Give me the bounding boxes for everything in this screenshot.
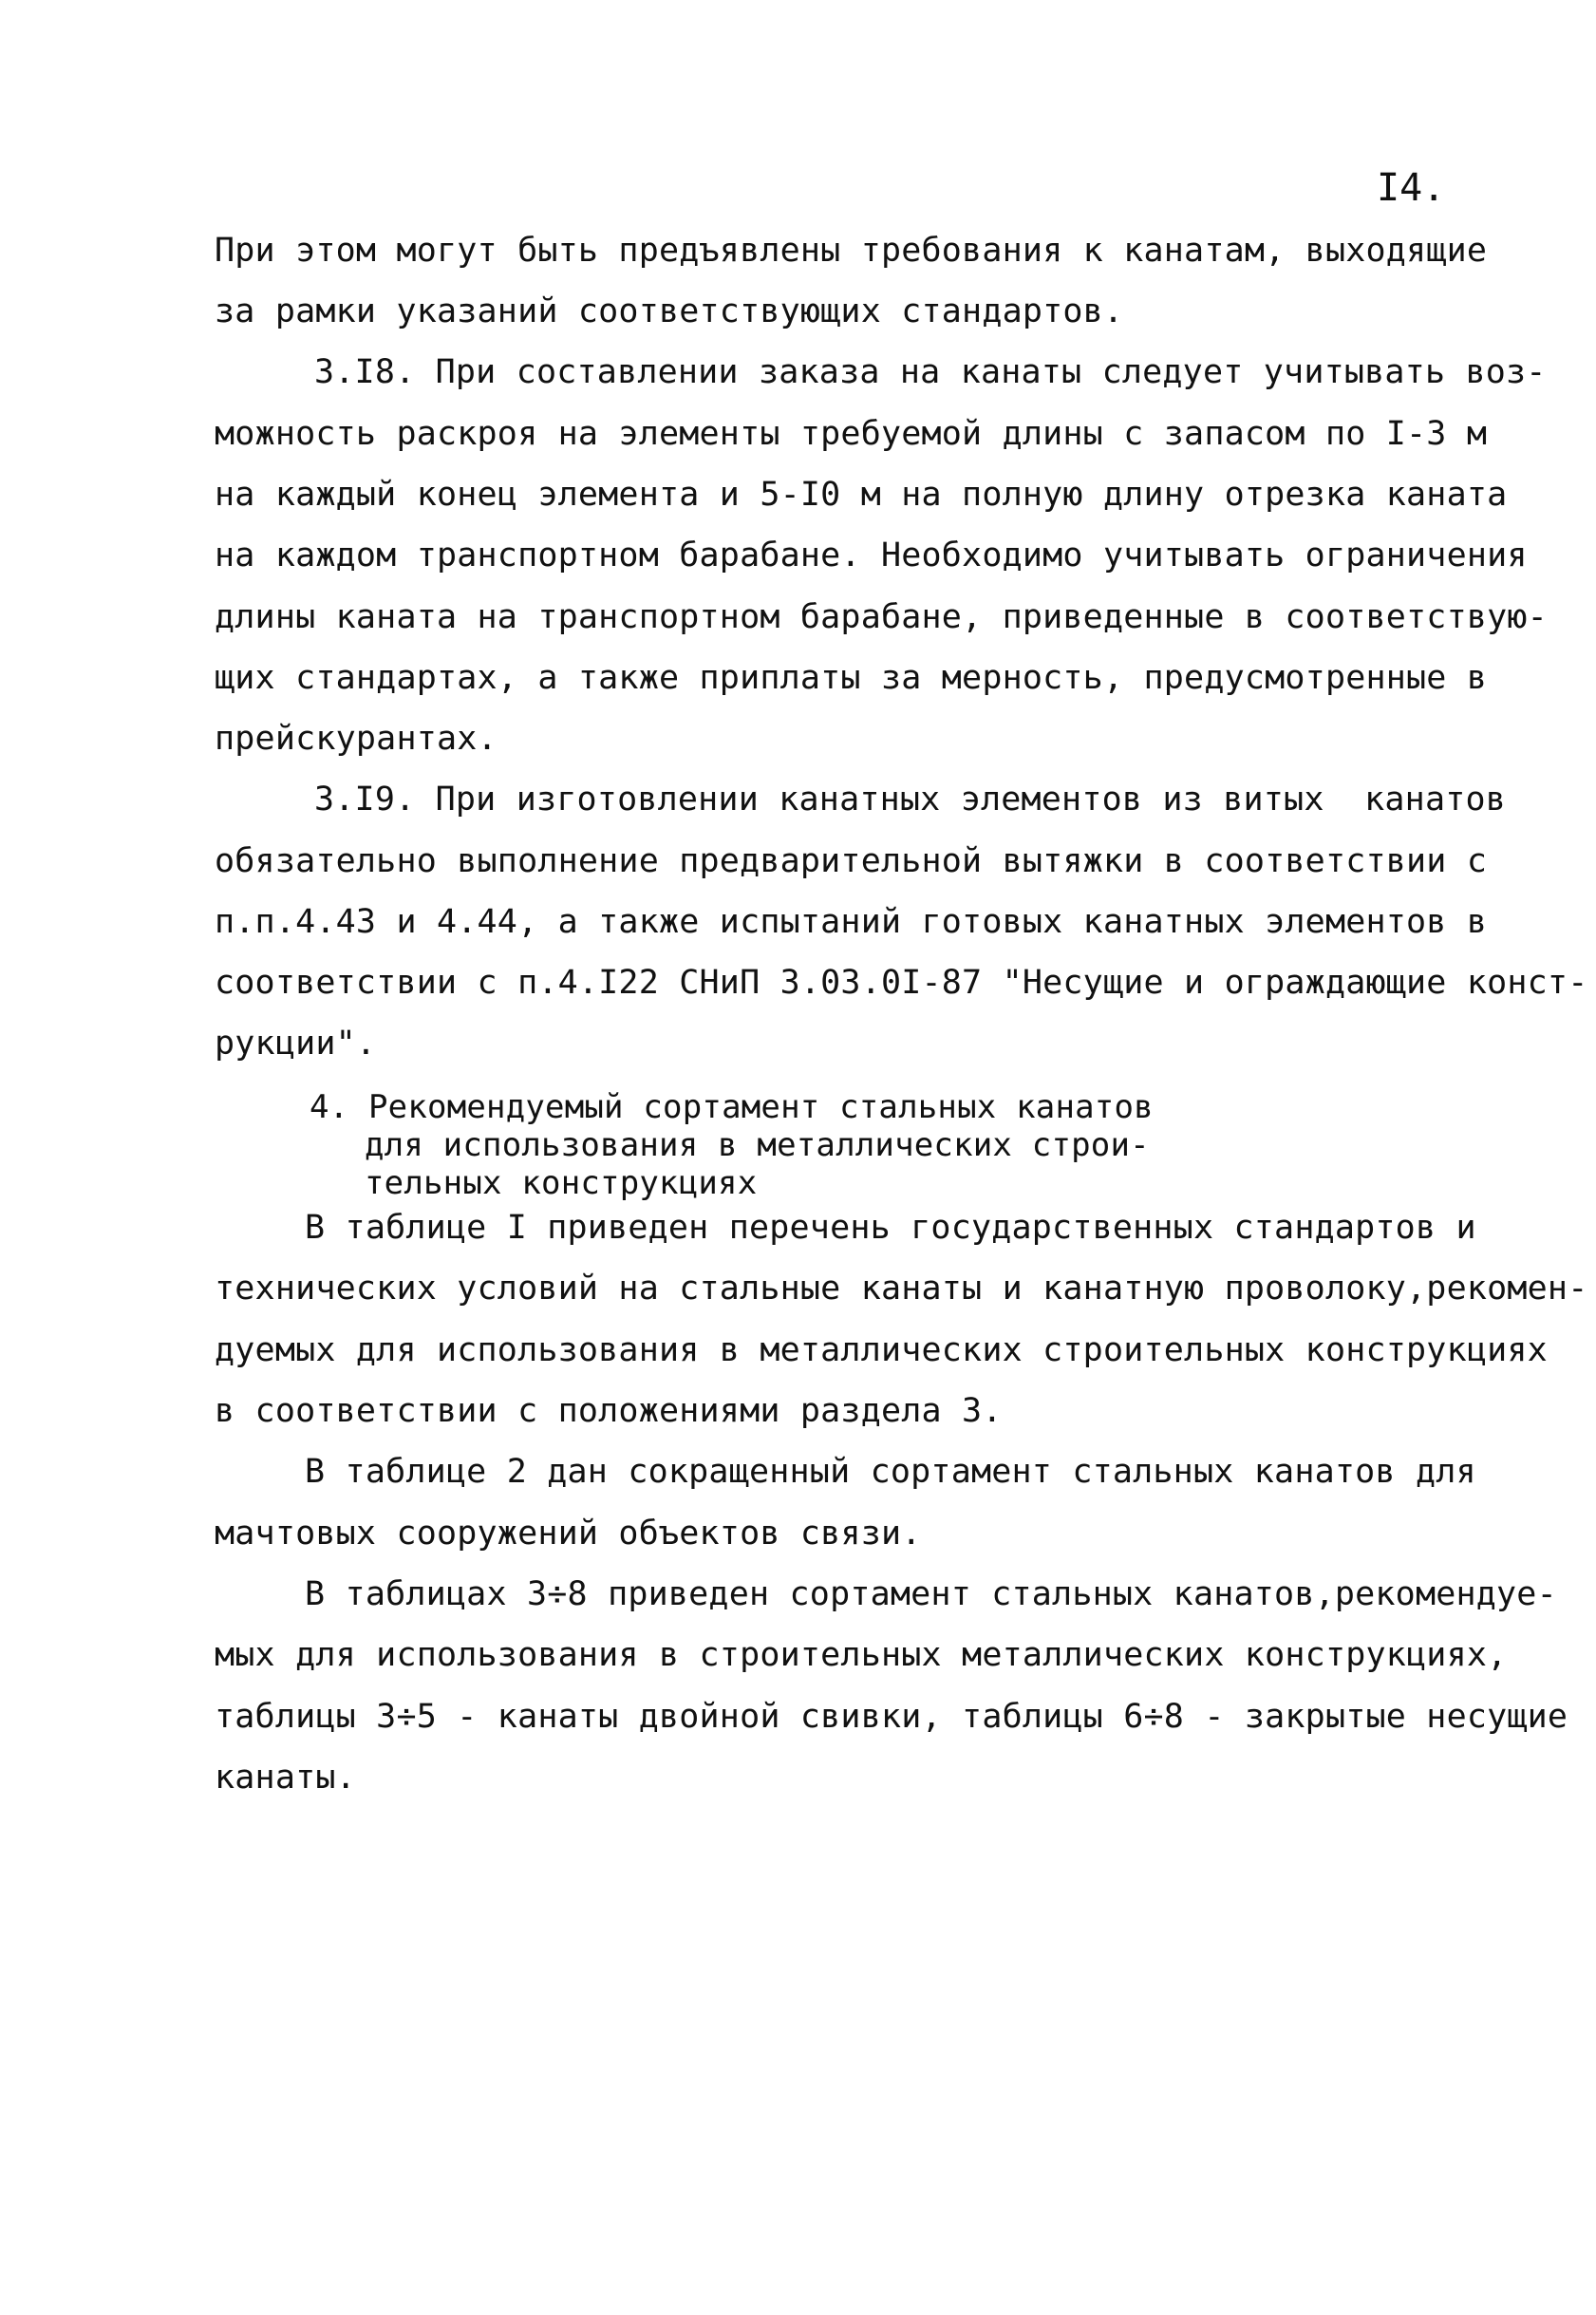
heading-line: тельных конструкциях bbox=[365, 1164, 758, 1202]
text-line: соответствии с п.4.I22 СНиП 3.03.0I-87 "Несущие и ограждающие конст- bbox=[215, 964, 1588, 1002]
text-line: щих стандартах, а также приплаты за мерность, предусмотренные в bbox=[215, 659, 1488, 697]
text-line: При этом могут быть предъявлены требования к канатам, выходящие bbox=[215, 232, 1488, 270]
text-line: на каждом транспортном барабане. Необходимо учитывать ограничения bbox=[215, 536, 1528, 574]
text-line: В таблице I приведен перечень государственных стандартов и bbox=[305, 1209, 1476, 1247]
text-line: технических условий на стальные канаты и канатную проволоку,рекомен- bbox=[215, 1270, 1588, 1308]
text-line: таблицы 3÷5 - канаты двойной свивки, таблицы 6÷8 - закрытые несущие bbox=[215, 1698, 1568, 1736]
heading-line: 4. Рекомендуемый сортамент стальных канатов bbox=[310, 1088, 1154, 1126]
text-line: мачтовых сооружений объектов связи. bbox=[215, 1515, 922, 1553]
text-line: на каждый конец элемента и 5-I0 м на полную длину отрезка каната bbox=[215, 476, 1508, 514]
text-line: в соответствии с положениями раздела 3. bbox=[215, 1392, 1003, 1430]
text-line: мых для использования в строительных металлических конструкциях, bbox=[215, 1636, 1508, 1674]
text-line: В таблицах 3÷8 приведен сортамент стальных канатов,рекомендуе- bbox=[305, 1575, 1557, 1613]
text-line: канаты. bbox=[215, 1759, 356, 1797]
text-line: прейскурантах. bbox=[215, 720, 498, 758]
text-line: дуемых для использования в металлических строительных конструкциях bbox=[215, 1331, 1548, 1369]
text-line: можность раскроя на элементы требуемой длины с запасом по I-3 м bbox=[215, 415, 1488, 453]
text-line: п.п.4.43 и 4.44, а также испытаний готовых канатных элементов в bbox=[215, 903, 1488, 941]
text-line: длины каната на транспортном барабане, приведенные в соответствую- bbox=[215, 598, 1548, 636]
page-number: I4. bbox=[1377, 166, 1446, 210]
text-line: 3.I8. При составлении заказа на канаты следует учитывать воз- bbox=[314, 353, 1547, 391]
text-line: обязательно выполнение предварительной вытяжки в соответствии с bbox=[215, 842, 1488, 880]
text-line: 3.I9. При изготовлении канатных элементов из витых канатов bbox=[314, 781, 1507, 819]
text-line: В таблице 2 дан сокращенный сортамент стальных канатов для bbox=[305, 1453, 1476, 1491]
heading-line: для использования в металлических строи- bbox=[365, 1126, 1150, 1164]
text-line: за рамки указаний соответствующих стандартов. bbox=[215, 292, 1124, 330]
text-line: рукции". bbox=[215, 1025, 377, 1063]
